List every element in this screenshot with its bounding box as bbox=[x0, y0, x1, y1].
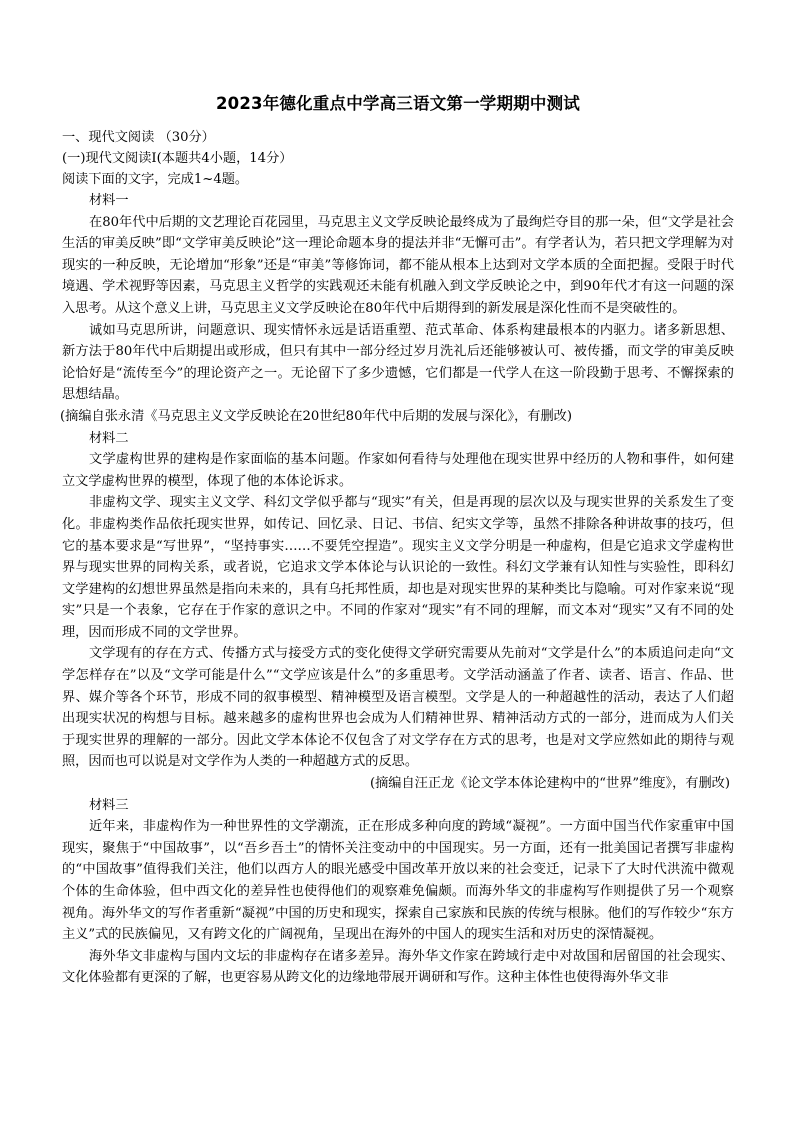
material-2-paragraph: 非虚构文学、现实主义文学、科幻文学似乎都与“现实”有关，但是再现的层次以及与现实世界的关系发生了变化。非虚构类作品依托现实世界，如传记、回忆录、日记、书信、纪实文学等，虽然不排除各种讲故事的技巧，但它的基本要求是“写世界”，“坚持事实……不要凭空捏造”。现实主义文学分明是一种虚构，但是它追求文学虚构世界与现实世界的同构关系，或者说，它追求文学本体论与认识论的一致性。科幻文学兼有认知性与实验性，即科幻文学建构的幻想世界虽然是指向未来的，具有乌托邦性质，却也是对现实世界的某种类比与隐喻。可对作家来说“现实”只是一个表象，它存在于作家的意识之中。不同的作家对“现实”有不同的理解，而文本对“现实”又有不同的处理，因而形成不同的文学世界。 bbox=[62, 495, 734, 640]
material-1-source: (摘编自张永清《马克思主义文学反映论在20世纪80年代中后期的发展与深化》，有删改) bbox=[60, 408, 572, 424]
material-1-paragraph: 诚如马克思所讲，问题意识、现实情怀永远是话语重塑、范式革命、体系构建最根本的内驱力。诸多新思想、新方法于80年代中后期提出或形成，但只有其中一部分经过岁月洗礼后还能够被认可、被传播，而文学的审美反映论恰好是“流传至今”的理论资产之一。无论留下了多少遗憾，它们都是一代学人在这一阶段勤于思考、不懈探索的思想结晶。 bbox=[62, 322, 734, 403]
material-3-paragraph: 海外华文非虚构与国内文坛的非虚构存在诸多差异。海外华文作家在跨域行走中对故国和居留国的社会现实、文化体验都有更深的了解，也更容易从跨文化的边缘地带展开调研和写作。这种主体性也使得海外华文非 bbox=[62, 948, 734, 986]
document-title: 2023年德化重点中学高三语文第一学期期中测试 bbox=[215, 94, 581, 113]
section-heading: 一、现代文阅读 （30分） bbox=[62, 130, 215, 145]
material-3-label: 材料三 bbox=[89, 797, 129, 813]
section-subheading: (一)现代文阅读Ⅰ(本题共4小题，14分） bbox=[62, 151, 293, 166]
reading-instruction: 阅读下面的文字，完成1~4题。 bbox=[62, 172, 249, 187]
material-2-label: 材料二 bbox=[89, 430, 129, 446]
material-1-label: 材料一 bbox=[89, 193, 129, 208]
material-3-paragraph: 近年来，非虚构作为一种世界性的文学潮流，正在形成多种向度的跨域“凝视”。一方面中国当代作家重审中国现实，聚焦于“中国故事”，以“吾乡吾土”的情怀关注变动中的中国现实。另一方面，还有一批美国记者撰写非虚构的“中国故事”值得我们关注，他们以西方人的眼光感受中国改革开放以来的社会变迁，记录下了大时代洪流中微观个体的生命体验，但中西文化的差异性也使得他们的观察难免偏颇。而海外华文的非虚构写作则提供了另一个观察视角。海外华文的写作者重新“凝视”中国的历史和现实，探索自己家族和民族的传统与根脉。他们的写作较少“东方主义”式的民族偏见，又有跨文化的广阔视角，呈现出在海外的中国人的现实生活和对历史的深情凝视。 bbox=[62, 819, 734, 943]
material-1-paragraph: 在80年代中后期的文艺理论百花园里，马克思主义文学反映论最终成为了最绚烂夺目的那一朵，但“文学是社会生活的审美反映”即“文学审美反映论”这一理论命题本身的提法并非“无懈可击”。有学者认为，若只把文学理解为对现实的一种反映，无论增加“形象”还是“审美”等修饰词，都不能从根本上达到对文学本质的全面把握。受限于时代境遇、学术视野等因素，马克思主义哲学的实践观还未能有机融入到文学反映论之中，到90年代才有这一问题的深入思考。从这个意义上讲，马克思主义文学反映论在80年代中后期得到的新发展是深化性而不是突破性的。 bbox=[62, 214, 734, 316]
material-2-source: (摘编自汪正龙《论文学本体论建构中的“世界”维度》，有删改) bbox=[369, 776, 730, 792]
material-2-paragraph: 文学虚构世界的建构是作家面临的基本问题。作家如何看待与处理他在现实世界中经历的人物和事件，如何建立文学虚构世界的模型，体现了他的本体论诉求。 bbox=[62, 452, 734, 489]
material-2-paragraph: 文学现有的存在方式、传播方式与接受方式的变化使得文学研究需要从先前对“文学是什么”的本质追问走向“文学怎样存在”以及“文学可能是什么”“文学应该是什么”的多重思考。文学活动涵盖了作者、读者、语言、作品、世界、媒介等各个环节，形成不同的叙事模型、精神模型及语言模型。文学是人的一种超越性的活动，表达了人们超出现实状况的构想与目标。越来越多的虚构世界也会成为人们精神世界、精神活动方式的一部分，进而成为人们关于现实世界的理解的一部分。因此文学本体论不仅包含了对文学存在方式的思考，也是对文学应然如此的期待与观照，因而也可以说是对文学作为人类的一种超越方式的反思。 bbox=[62, 646, 734, 770]
